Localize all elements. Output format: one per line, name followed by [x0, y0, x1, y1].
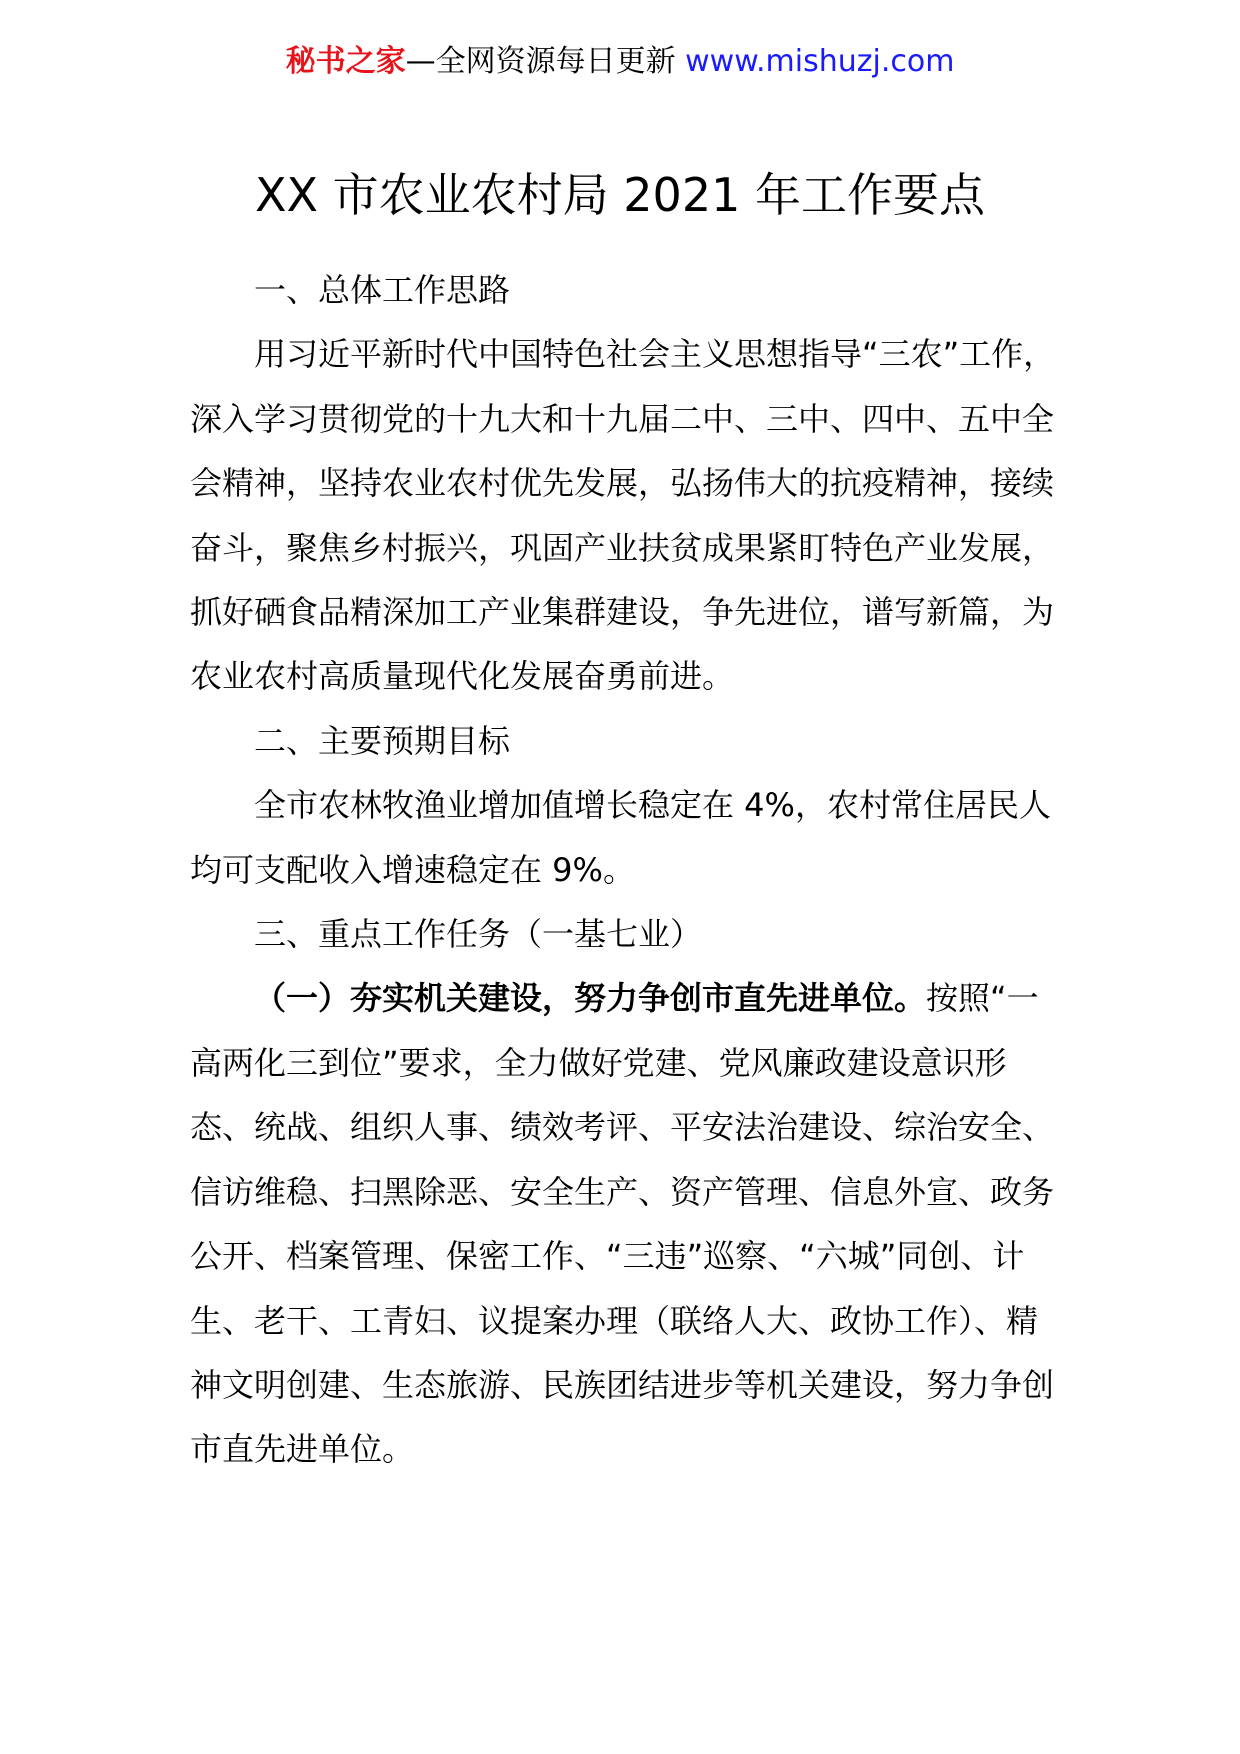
site-brand: 秘书之家 — [285, 44, 406, 79]
site-tagline: —全网资源每日更新 — [405, 44, 676, 79]
site-url-link[interactable]: www.mishuzj.com — [685, 44, 955, 79]
document-body — [190, 258, 1056, 1482]
section-heading-3: 三、重点工作任务（一基七业） — [254, 915, 703, 954]
section-paragraph-1: 用习近平新时代中国特色社会主义思想指导“三农”工作，深入学习贯彻党的十九大和十九届二中、三中、四中、五中全会精神，坚持农业农村优先发展，弘扬伟大的抗疫精神，接续奋斗，聚焦乡村振兴，巩固产业扶贫成果紧盯特色产业发展，抓好硒食品精深加工产业集群建设，争先进位，谱写新篇，为农业农村高质量现代化发展奋勇前进。 — [190, 335, 1056, 696]
task-heading-1: （一）夯实机关建设，努力争创市直先进单位。 — [254, 979, 927, 1018]
section-heading-1: 一、总体工作思路 — [254, 271, 511, 309]
task-body-1: 按照“一高两化三到位”要求，全力做好党建、党风廉政建设意识形态、统战、组织人事、绩效考评、平安法治建设、综治安全、信访维稳、扫黑除恶、安全生产、资产管理、信息外宣、政务公开、档案管理、保密工作、“三违”巡察、“六城”同创、计生、老干、工青妇、议提案办理（联络人大、政协工作）、精神文明创建、生态旅游、民族团结进步等机关建设，努力争创市直先进单位。 — [190, 979, 1055, 1469]
section-heading-2: 二、主要预期目标 — [254, 721, 511, 760]
document-title: XX 市农业农村局 2021 年工作要点 — [255, 168, 985, 222]
section-paragraph-2: 全市农林牧渔业增加值增长稳定在 4%，农村常住居民人均可支配收入增速稳定在 9%。 — [190, 786, 1051, 889]
site-header — [0, 40, 1240, 84]
task-paragraph-1 — [190, 966, 1056, 1481]
